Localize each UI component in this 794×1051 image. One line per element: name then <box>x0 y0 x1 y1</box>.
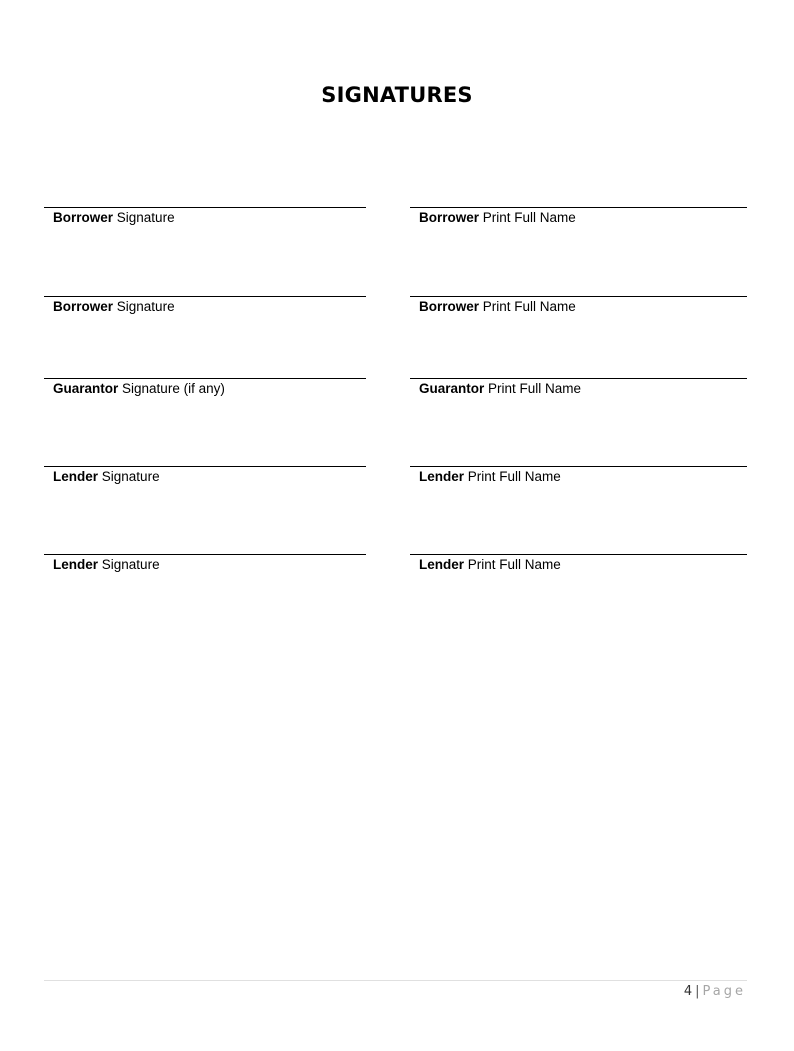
role-label: Lender <box>419 469 465 484</box>
signature-label <box>53 469 160 485</box>
field-label: Print Full Name <box>467 469 561 484</box>
field-label: Print Full Name <box>482 210 576 225</box>
role-label: Guarantor <box>419 381 485 396</box>
field-label: Signature <box>116 210 175 225</box>
field-label: Print Full Name <box>488 381 582 396</box>
field-label: Signature <box>101 469 160 484</box>
role-label: Guarantor <box>53 381 119 396</box>
field-label: Print Full Name <box>482 299 576 314</box>
role-label: Lender <box>419 557 465 572</box>
role-label: Borrower <box>53 299 114 314</box>
role-label: Borrower <box>419 299 480 314</box>
role-label: Borrower <box>53 210 114 225</box>
field-label: Signature <box>116 299 175 314</box>
print-name-label <box>419 299 576 315</box>
signature-label <box>53 210 175 226</box>
borrower-signature-line-1[interactable] <box>44 207 366 232</box>
role-label: Borrower <box>419 210 480 225</box>
field-label: Signature (if any) <box>122 381 225 396</box>
field-label: Signature <box>101 557 160 572</box>
print-name-label <box>419 381 581 397</box>
print-name-label <box>419 557 561 573</box>
borrower-print-name-line-1[interactable] <box>410 207 747 232</box>
page-footer <box>684 983 746 1001</box>
field-label: Print Full Name <box>467 557 561 572</box>
lender-print-name-line-2[interactable] <box>410 554 747 579</box>
signature-label <box>53 299 175 315</box>
print-name-label <box>419 210 576 226</box>
guarantor-print-name-line[interactable] <box>410 378 747 403</box>
footer-separator: | <box>695 984 700 999</box>
print-name-label <box>419 469 561 485</box>
lender-signature-line-1[interactable] <box>44 466 366 491</box>
page-word: Page <box>702 984 746 999</box>
lender-signature-line-2[interactable] <box>44 554 366 579</box>
signature-label <box>53 557 160 573</box>
borrower-print-name-line-2[interactable] <box>410 296 747 321</box>
role-label: Lender <box>53 557 99 572</box>
signature-label <box>53 381 225 397</box>
lender-print-name-line-1[interactable] <box>410 466 747 491</box>
borrower-signature-line-2[interactable] <box>44 296 366 321</box>
guarantor-signature-line[interactable] <box>44 378 366 403</box>
footer-divider <box>44 980 747 981</box>
role-label: Lender <box>53 469 99 484</box>
page-title: SIGNATURES <box>321 83 473 107</box>
page-number: 4 <box>683 984 693 999</box>
